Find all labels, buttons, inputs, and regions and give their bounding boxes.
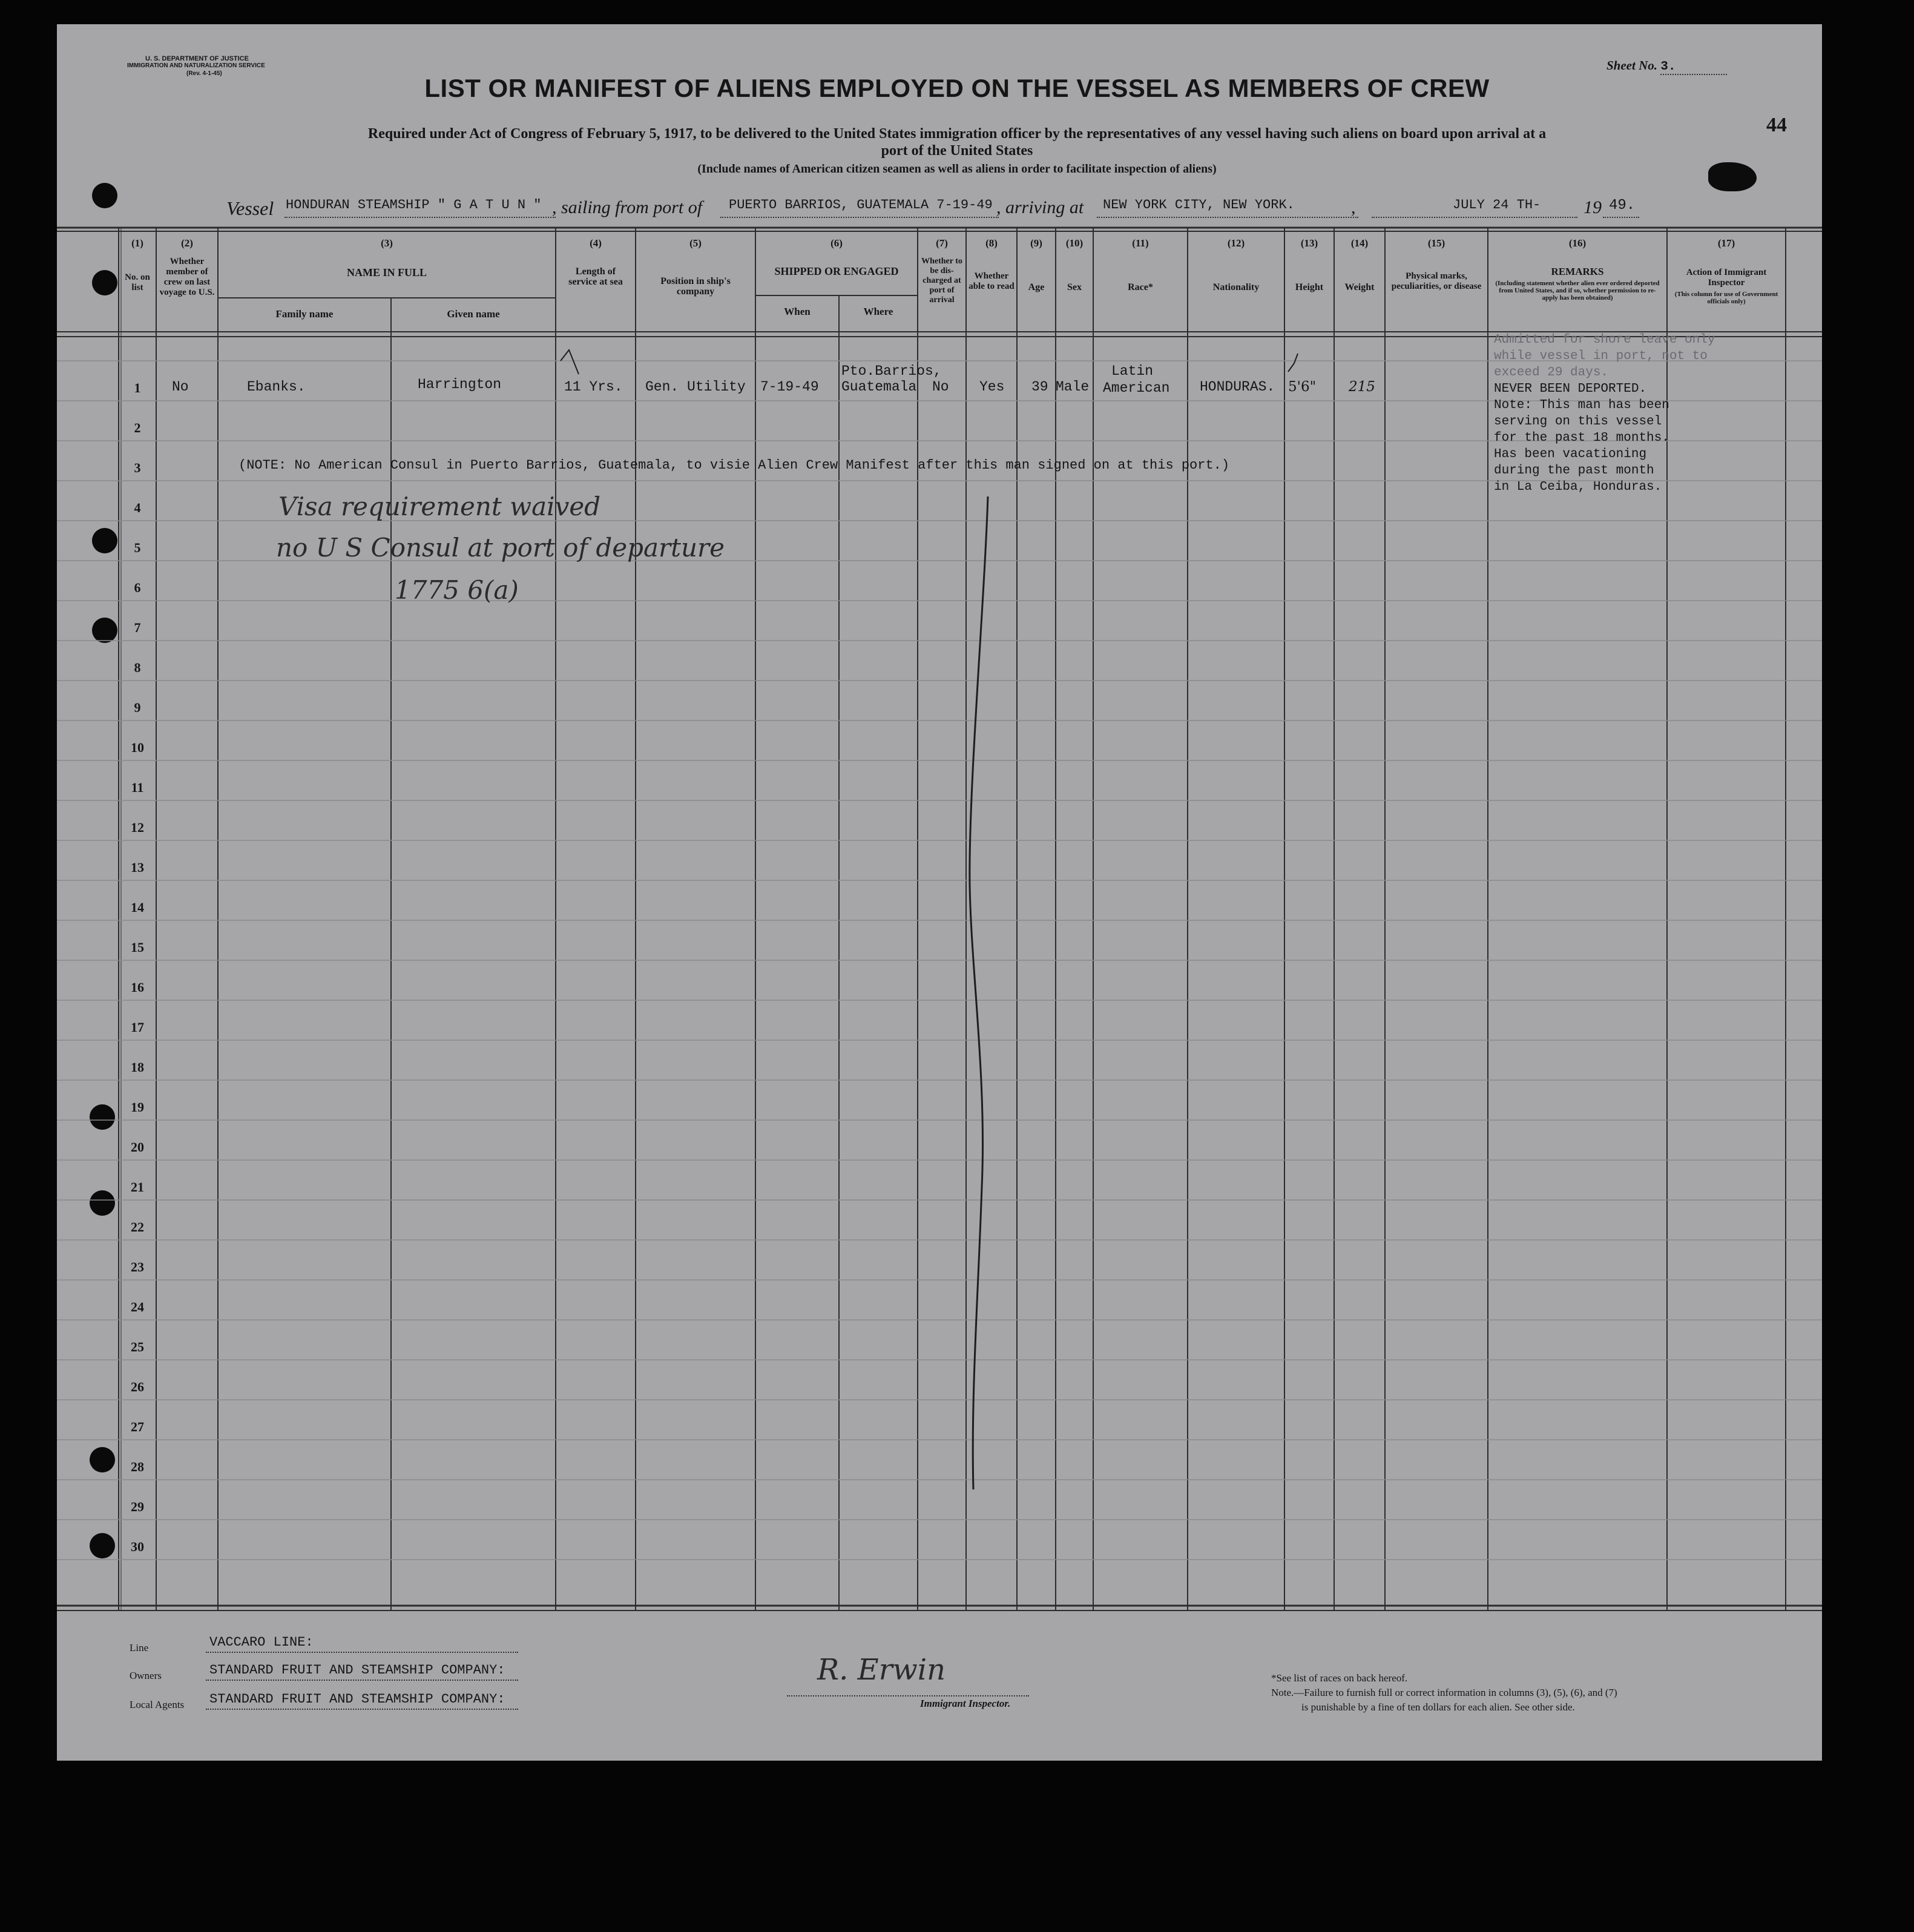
col-header-age: Age (1028, 282, 1045, 292)
entry-where-2: Guatemala (841, 379, 917, 395)
row-number: 20 (131, 1139, 144, 1155)
remark-line: for the past 18 months. (1494, 431, 1669, 445)
row-number: 27 (131, 1419, 144, 1434)
entry-position: Gen. Utility (645, 379, 746, 395)
col-header-last-voyage: Whether member of crew on last voyage to U.S. (159, 257, 215, 297)
remark-line: exceed 29 days. (1494, 366, 1609, 380)
handwritten-line-3: 1775 6(a) (395, 575, 519, 605)
row-number: 13 (131, 860, 144, 875)
arriving-value: NEW YORK CITY, NEW YORK. (1103, 197, 1295, 213)
entry-able-to-read: Yes (979, 379, 1005, 395)
col-header-given-name: Given name (447, 308, 500, 320)
footer-owners-label: Owners (130, 1670, 162, 1681)
row-number: 17 (131, 1020, 144, 1035)
row-number: 22 (131, 1219, 144, 1235)
entry-discharged: No (932, 379, 949, 395)
row-number: 8 (134, 660, 141, 675)
handwritten-line-1: Visa requirement waived (278, 492, 601, 521)
sailing-label: , sailing from port of (552, 197, 703, 217)
row-number: 26 (131, 1379, 144, 1394)
remark-line: serving on this vessel (1494, 415, 1662, 429)
col-header-discharged: Whether to be dis-charged at port of arrival (921, 257, 962, 305)
date-value: JULY 24 TH- (1453, 197, 1541, 213)
row-number: 6 (134, 580, 141, 595)
footer-line-label: Line (130, 1642, 149, 1653)
col-header-weight: Weight (1344, 282, 1375, 292)
row-number: 29 (131, 1499, 144, 1514)
footnote-1: *See list of races on back hereof. (1271, 1672, 1408, 1684)
remark-line: Has been vacationing (1494, 447, 1647, 461)
col-num-4: (4) (590, 237, 602, 249)
footer-owners-underline (206, 1680, 518, 1681)
entry-family-name: Ebanks. (247, 379, 306, 395)
entry-race-1: Latin (1111, 363, 1154, 379)
subtitle-2: port of the United States (881, 143, 1033, 159)
row-number: 7 (134, 620, 141, 635)
row-number: 11 (131, 780, 144, 795)
sheet-value: 3. (1660, 60, 1727, 75)
col-header-where: Where (863, 306, 893, 317)
col-header-length: Length of service at sea (568, 266, 623, 287)
col-num-13: (13) (1300, 237, 1318, 249)
col-header-race: Race* (1128, 282, 1153, 292)
row-number: 23 (131, 1259, 144, 1274)
col-header-sex: Sex (1067, 282, 1082, 292)
row-number: 21 (131, 1179, 144, 1195)
col-header-no: No. on list (125, 272, 150, 292)
subtitle-1: Required under Act of Congress of February 5, 1917, to be delivered to the United States immigration officer by the representatives of any vessel having such aliens on board upon arrival at a (367, 126, 1547, 142)
remark-line: NEVER BEEN DEPORTED. (1494, 382, 1647, 396)
page-number: 44 (1766, 114, 1787, 136)
col-header-position: Position in ship's company (660, 276, 731, 297)
col-num-12: (12) (1227, 237, 1245, 249)
row-number: 1 (134, 380, 141, 395)
col-num-11: (11) (1132, 237, 1149, 249)
agency-line-1: U. S. DEPARTMENT OF JUSTICE (145, 55, 249, 62)
col-num-9: (9) (1030, 237, 1042, 249)
col-num-5: (5) (689, 237, 702, 249)
vessel-value: HONDURAN STEAMSHIP " G A T U N " (286, 197, 542, 213)
entry-when: 7-19-49 (760, 379, 819, 395)
row-number: 10 (131, 740, 144, 755)
col-header-action: Action of Immigrant Inspector (1686, 268, 1767, 288)
page-title: LIST OR MANIFEST OF ALIENS EMPLOYED ON THE VESSEL AS MEMBERS OF CREW (424, 74, 1490, 102)
entry-given-name: Harrington (418, 377, 502, 392)
remark-line: in La Ceiba, Honduras. (1494, 480, 1662, 494)
col-num-10: (10) (1065, 237, 1084, 249)
footer-agents-underline (206, 1709, 518, 1710)
entry-weight: 215 (1349, 379, 1375, 395)
entry-race-2: American (1103, 380, 1170, 396)
remark-line: Admitted for shore leave only (1494, 333, 1715, 347)
inspector-signature-line (787, 1695, 1029, 1696)
row-number: 18 (131, 1060, 144, 1075)
entry-nationality: HONDURAS. (1200, 379, 1275, 395)
inspector-signature: R. Erwin (817, 1653, 945, 1687)
col-header-shipped: SHIPPED OR ENGAGED (774, 265, 899, 277)
row-number: 4 (134, 500, 141, 515)
footer-owners-value: STANDARD FRUIT AND STEAMSHIP COMPANY: (209, 1663, 505, 1678)
row-number: 19 (131, 1100, 144, 1115)
entry-length-of-service: 11 Yrs. (564, 379, 623, 395)
col-num-16: (16) (1568, 237, 1587, 249)
row-number: 15 (131, 940, 144, 955)
footer-agents-value: STANDARD FRUIT AND STEAMSHIP COMPANY: (209, 1692, 505, 1707)
row-number: 24 (131, 1299, 144, 1314)
col-num-14: (14) (1350, 237, 1369, 249)
entry-last-voyage: No (172, 379, 189, 395)
entry-where-1: Pto.Barrios, (841, 363, 942, 379)
arriving-label: , arriving at (996, 197, 1084, 217)
col-header-physical: Physical marks, peculiarities, or disease (1391, 271, 1482, 291)
col-num-7: (7) (936, 237, 948, 249)
row-number: 30 (131, 1539, 144, 1554)
col-header-height: Height (1295, 282, 1324, 292)
footer-line-underline (206, 1652, 518, 1653)
row-number: 25 (131, 1339, 144, 1354)
row-number: 28 (131, 1459, 144, 1474)
col-num-15: (15) (1427, 237, 1445, 249)
remark-line: while vessel in port, not to (1494, 349, 1708, 363)
row-number: 2 (134, 420, 141, 435)
agency-line-3: (Rev. 4-1-45) (186, 70, 222, 77)
col-num-6: (6) (830, 237, 843, 249)
footnote-2: Note.—Failure to furnish full or correct information in columns (3), (5), (6), and (7) (1271, 1687, 1617, 1698)
col-num-1: (1) (131, 237, 143, 249)
footer-line-value: VACCARO LINE: (209, 1635, 314, 1650)
handwritten-line-2: no U S Consul at port of departure (276, 533, 725, 562)
arriving-comma: , (1351, 197, 1356, 217)
col-header-read: Whether able to read (969, 271, 1015, 291)
col-num-3: (3) (381, 237, 393, 249)
footer-agents-label: Local Agents (130, 1699, 185, 1710)
remark-line: Note: This man has been (1494, 398, 1669, 412)
row-number: 5 (134, 540, 141, 555)
col-header-family-name: Family name (275, 308, 334, 320)
row-number: 3 (134, 460, 141, 475)
row-number: 9 (134, 700, 141, 715)
col-num-2: (2) (181, 237, 193, 249)
col-header-action-note: (This column for use of Government officials only) (1674, 291, 1778, 305)
year-value: 49. (1609, 197, 1636, 214)
col-header-remarks-note: (Including statement whether alien ever ordered deported from United States, and if so, whether permission to re-apply has been obtained) (1495, 280, 1660, 302)
col-header-nationality: Nationality (1212, 282, 1260, 292)
row-number: 14 (131, 900, 144, 915)
sheet-label: Sheet No. (1607, 58, 1657, 73)
entry-age: 39 (1031, 379, 1048, 395)
col-header-remarks: REMARKS (1551, 266, 1604, 277)
sailing-value: PUERTO BARRIOS, GUATEMALA 7-19-49 (729, 197, 993, 213)
col-num-8: (8) (985, 237, 998, 249)
year-prefix: 19 (1583, 197, 1602, 217)
footnote-3: is punishable by a fine of ten dollars for each alien. See other side. (1301, 1701, 1575, 1713)
row3-note: (NOTE: No American Consul in Puerto Barrios, Guatemala, to visie Alien Crew Manifest after this man signed on at this port.) (238, 458, 1230, 473)
vessel-label: Vessel (226, 197, 274, 219)
col-header-name: NAME IN FULL (346, 266, 427, 279)
entry-sex: Male (1056, 379, 1090, 395)
row-number: 16 (131, 980, 144, 995)
remark-line: during the past month (1494, 464, 1654, 478)
subtitle-3: (Include names of American citizen seamen as well as aliens in order to facilitate inspection of aliens) (697, 162, 1217, 176)
col-header-when: When (784, 306, 811, 317)
entry-height: 5'6" (1288, 379, 1317, 395)
inspector-label: Immigrant Inspector. (920, 1698, 1011, 1709)
row-number: 12 (131, 820, 144, 835)
col-num-17: (17) (1717, 237, 1735, 249)
agency-line-2: IMMIGRATION AND NATURALIZATION SERVICE (127, 62, 265, 69)
